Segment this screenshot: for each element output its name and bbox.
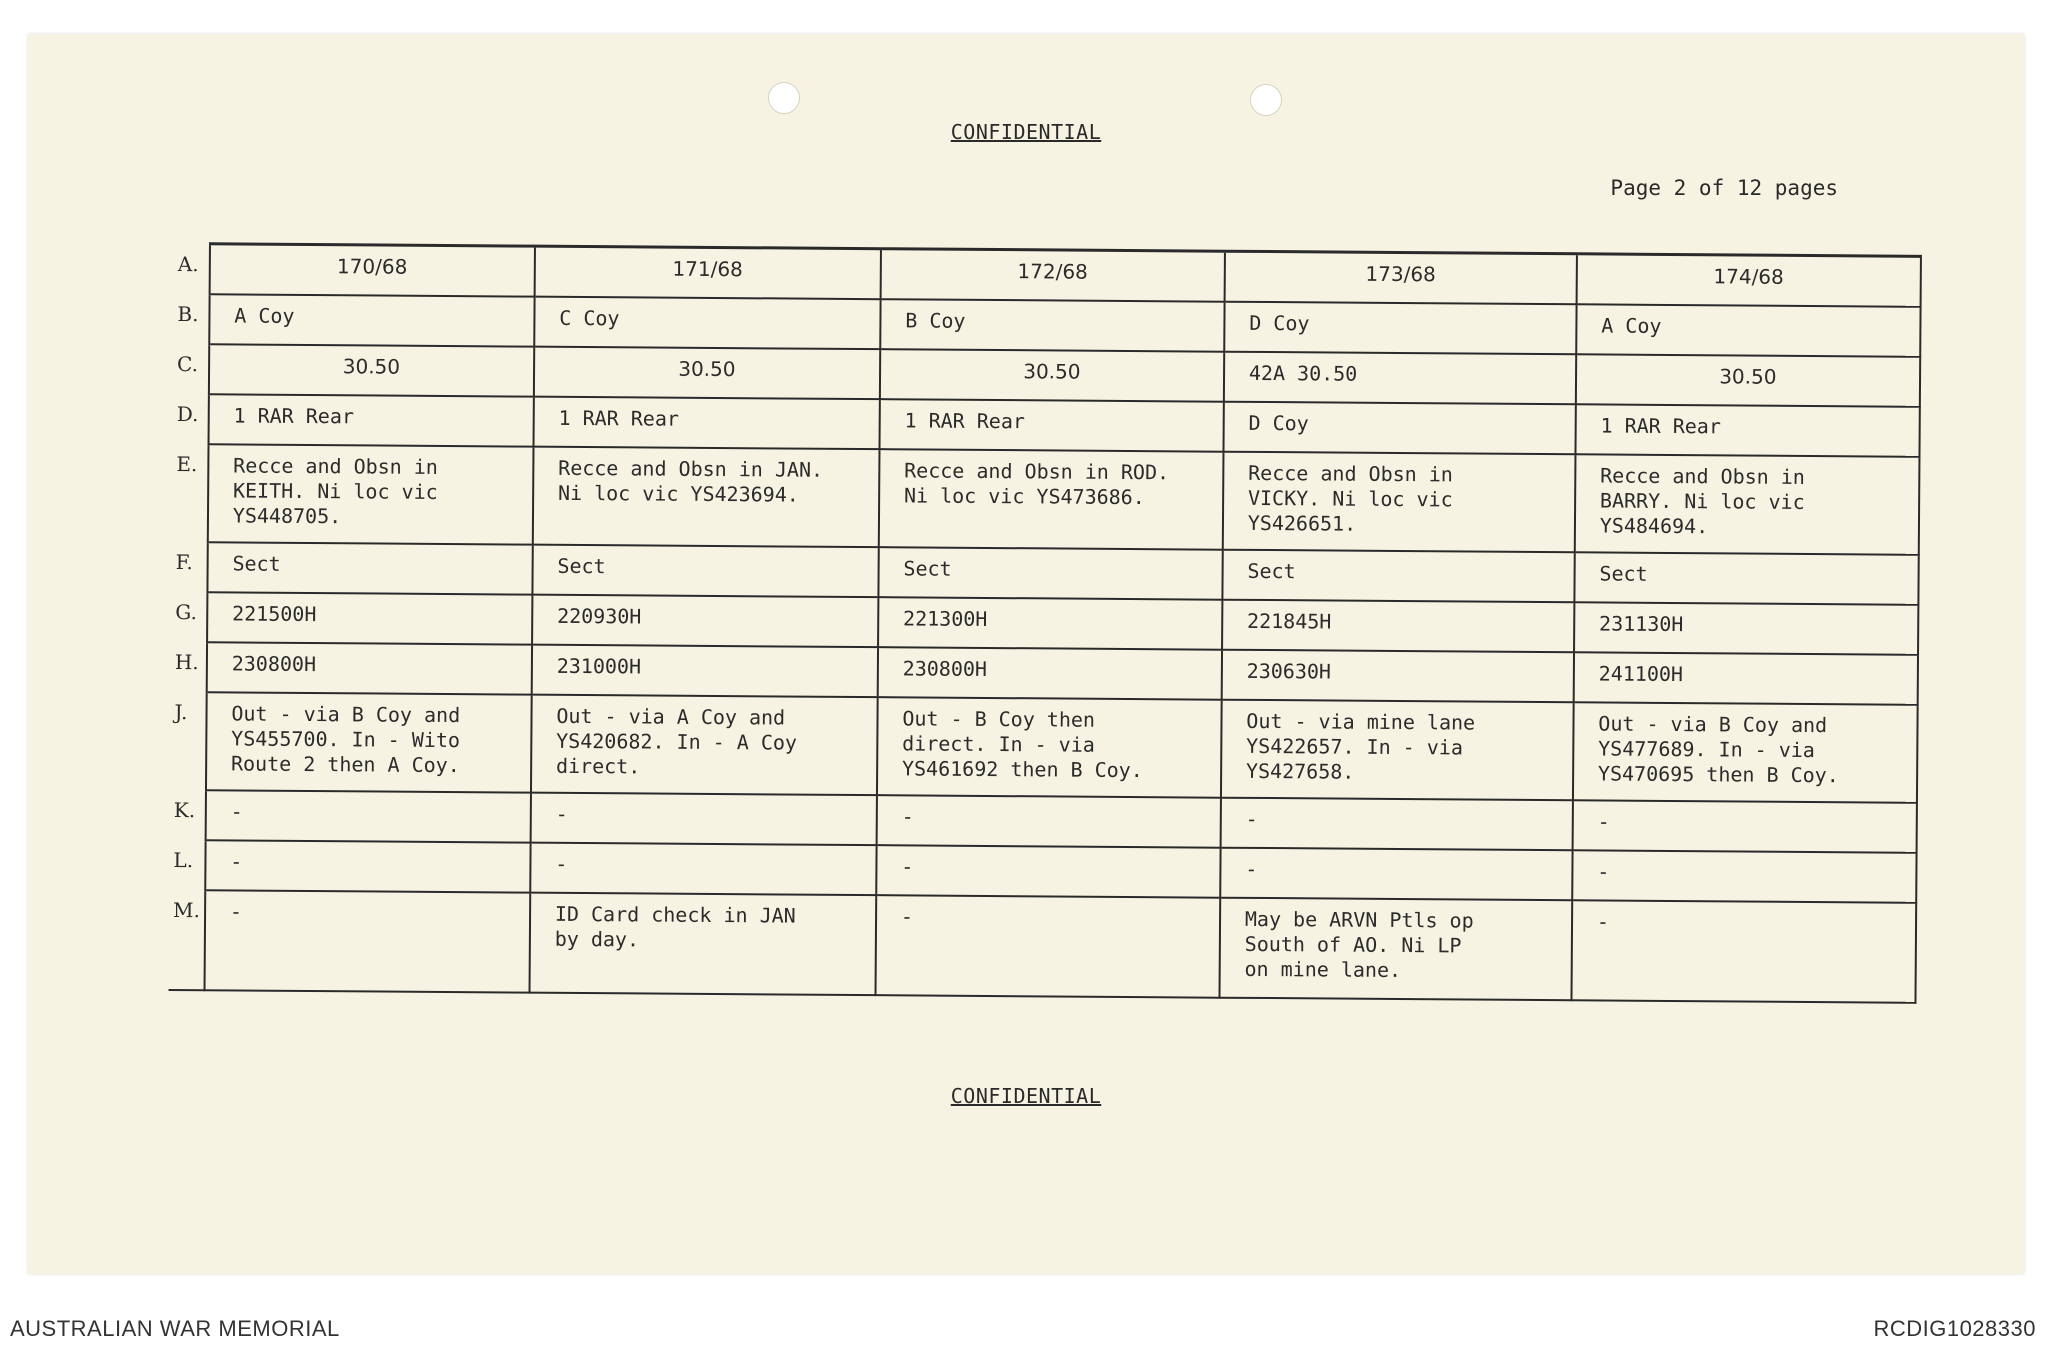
table-cell: -: [876, 795, 1220, 848]
row-label: D.: [173, 393, 209, 443]
table-cell: 42A 30.50: [1224, 351, 1576, 404]
table-cell: -: [205, 840, 530, 892]
table-cell: Recce and Obsn in BARRY. Ni loc vic YS484694.: [1575, 454, 1920, 555]
table-cell: 1 RAR Rear: [1575, 404, 1919, 457]
row-label: G.: [171, 591, 207, 641]
table-cell: 172/68: [880, 249, 1224, 302]
table-cell: 173/68: [1224, 251, 1576, 304]
table-cell: -: [1572, 850, 1916, 903]
table-cell: 171/68: [534, 246, 880, 299]
punch-hole-right: [1250, 84, 1282, 116]
table-cell: 30.50: [209, 344, 534, 396]
table-cell: 231130H: [1574, 602, 1918, 655]
table-cell: 231000H: [532, 644, 878, 697]
table-cell: 1 RAR Rear: [879, 399, 1223, 452]
row-label: A.: [174, 243, 210, 293]
table-cell: -: [1572, 800, 1916, 853]
table-cell: 230630H: [1222, 649, 1574, 702]
table-cell: -: [530, 842, 876, 895]
table-cell: 230800H: [878, 647, 1222, 700]
table-cell: 221300H: [878, 597, 1222, 650]
table-cell: -: [876, 845, 1220, 898]
row-label: C.: [173, 343, 209, 393]
table-cell: 220930H: [532, 594, 878, 647]
serial-table: [169, 242, 1922, 1003]
table-cell: Out - via mine lane YS422657. In - via YS427658.: [1221, 699, 1574, 800]
table-row: [170, 691, 1918, 802]
table-cell: Recce and Obsn in JAN. Ni loc vic YS423694.: [533, 446, 880, 547]
table-cell: -: [1220, 797, 1572, 850]
table-cell: 221845H: [1222, 599, 1574, 652]
table-cell: D Coy: [1224, 301, 1576, 354]
table-cell: ID Card check in JAN by day.: [529, 892, 876, 995]
archive-institution: AUSTRALIAN WAR MEMORIAL: [10, 1316, 340, 1341]
row-label: H.: [171, 641, 207, 691]
row-label: F.: [171, 541, 207, 591]
table-cell: Recce and Obsn in VICKY. Ni loc vic YS426651.: [1223, 451, 1576, 552]
table-cell: Out - via B Coy and YS455700. In - Wito Route 2 then A Coy.: [206, 692, 532, 792]
table-cell: 230800H: [207, 642, 532, 694]
table-cell: Recce and Obsn in KEITH. Ni loc vic YS448705.: [208, 444, 534, 544]
page-number: Page 2 of 12 pages: [1610, 176, 1838, 200]
table-cell: May be ARVN Ptls op South of AO. Ni LP on mine lane.: [1219, 897, 1572, 1000]
row-label: J.: [170, 691, 207, 789]
row-label: L.: [169, 839, 205, 889]
table-row: [172, 443, 1920, 554]
table-cell: Out - via A Coy and YS420682. In - A Coy direct.: [531, 694, 878, 795]
table-row: [169, 889, 1917, 1002]
table-cell: 170/68: [209, 244, 534, 296]
table-cell: 30.50: [534, 346, 880, 399]
table-cell: Sect: [878, 547, 1222, 600]
table-cell: A Coy: [1576, 304, 1920, 357]
table-cell: -: [1220, 847, 1572, 900]
table-cell: -: [205, 790, 530, 842]
punch-hole-left: [768, 82, 800, 114]
table-cell: 1 RAR Rear: [533, 396, 879, 449]
table-cell: 30.50: [880, 349, 1224, 402]
table-cell: Sect: [1574, 552, 1918, 605]
footer-classification: CONFIDENTIAL: [950, 1084, 1102, 1108]
table-cell: -: [204, 890, 530, 992]
table-cell: 241100H: [1574, 652, 1918, 705]
table-cell: Out - B Coy then direct. In - via YS461692 then B Coy.: [877, 697, 1222, 798]
table-cell: Out - via B Coy and YS477689. In - via YS470695 then B Coy.: [1573, 702, 1918, 803]
table-cell: -: [875, 895, 1220, 998]
table-cell: B Coy: [880, 299, 1224, 352]
header-classification: CONFIDENTIAL: [950, 120, 1102, 144]
table-cell: 174/68: [1576, 254, 1920, 307]
table-cell: A Coy: [209, 294, 534, 346]
table-cell: D Coy: [1223, 401, 1575, 454]
table-cell: Recce and Obsn in ROD. Ni loc vic YS473686.: [879, 449, 1224, 550]
archive-catalogue-id: RCDIG1028330: [1873, 1316, 2036, 1341]
table-cell: 221500H: [207, 592, 532, 644]
row-label: B.: [173, 293, 209, 343]
table-cell: 30.50: [1576, 354, 1920, 407]
table-cell: -: [1571, 900, 1916, 1003]
row-label: E.: [172, 443, 209, 541]
table-cell: Sect: [532, 544, 878, 597]
table-cell: 1 RAR Rear: [208, 394, 533, 446]
row-label: M.: [169, 889, 206, 989]
table-cell: -: [530, 792, 876, 845]
table-cell: C Coy: [534, 296, 880, 349]
table-cell: Sect: [207, 542, 532, 594]
row-label: K.: [170, 789, 206, 839]
table-cell: Sect: [1222, 549, 1574, 602]
document-sheet: [28, 34, 2024, 1274]
